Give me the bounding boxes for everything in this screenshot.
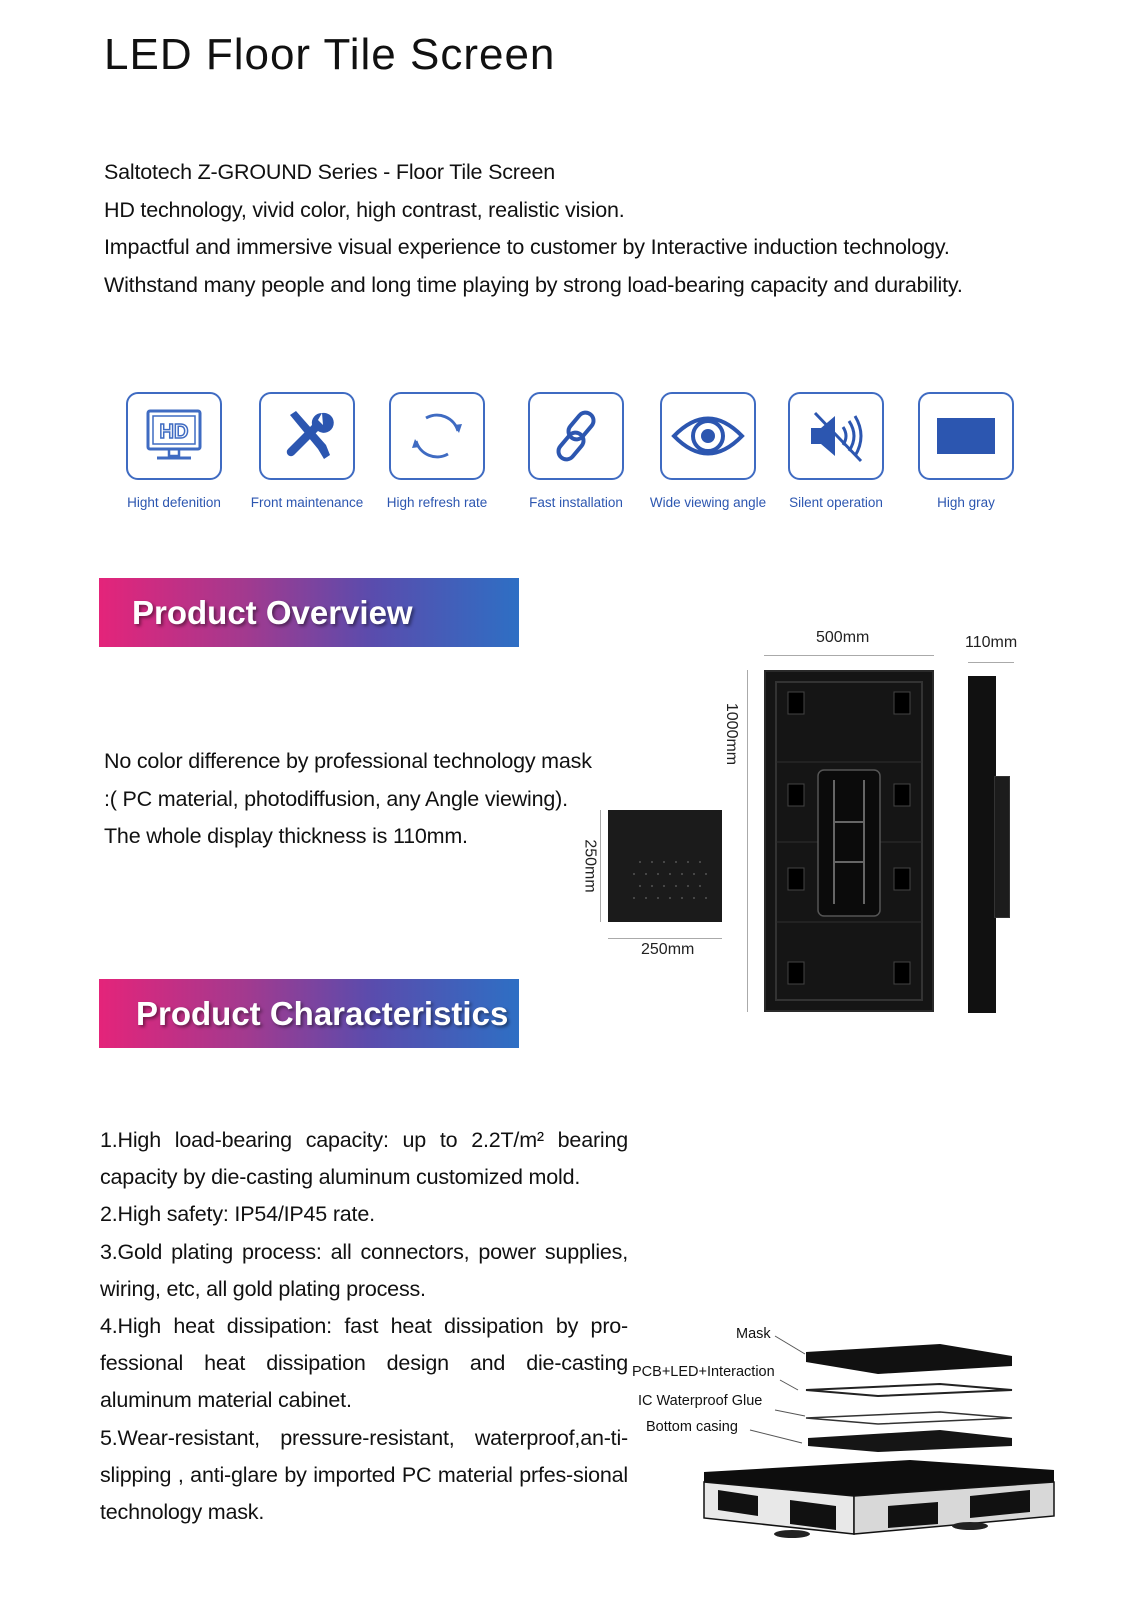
list-item: 1.High load-bearing capacity: up to 2.2T/m² bearing capacity by die-casting aluminum customized mold. <box>100 1128 628 1190</box>
exploded-layers-diagram <box>640 1320 1080 1590</box>
feature-label: Wide viewing angle <box>649 495 767 510</box>
layer-label-bottom: Bottom casing <box>646 1419 738 1435</box>
intro-line: Withstand many people and long time playing by strong load-bearing capacity and durability. <box>104 272 963 297</box>
cabinet-height-line <box>747 670 748 1012</box>
feature-wide-viewing <box>638 392 778 510</box>
intro-line: Saltotech Z-GROUND Series - Floor Tile Screen <box>104 160 555 184</box>
feature-label: Front maintenance <box>250 495 364 510</box>
cabinet-width-line <box>764 655 934 656</box>
feature-label: Silent operation <box>789 495 883 510</box>
eye-icon <box>660 392 756 480</box>
overview-line: :( PC material, photodiffusion, any Angle viewing). <box>104 786 568 811</box>
feature-fast-installation <box>506 392 646 510</box>
feature-front-maintenance <box>237 392 377 510</box>
led-module-image <box>608 810 722 922</box>
gray-block-icon <box>918 392 1014 480</box>
layer-label-glue: IC Waterproof Glue <box>638 1393 763 1409</box>
list-item: 3.Gold plating process: all connectors, power supplies, wiring, etc, all gold plating process. <box>100 1239 628 1301</box>
mute-speaker-icon <box>788 392 884 480</box>
list-item: 2.High safety: IP54/IP45 rate. <box>100 1202 375 1227</box>
feature-silent <box>766 392 906 510</box>
page-title: LED Floor Tile Screen <box>104 30 556 79</box>
intro-line: HD technology, vivid color, high contrast, realistic vision. <box>104 197 625 222</box>
feature-refresh <box>367 392 507 510</box>
product-overview-banner: Product Overview <box>99 578 519 647</box>
product-characteristics-banner: Product Characteristics <box>99 979 519 1048</box>
chain-link-icon <box>528 392 624 480</box>
overview-line: No color difference by professional technology mask <box>104 749 592 773</box>
overview-line: The whole display thickness is 110mm. <box>104 824 468 848</box>
cabinet-width-label: 500mm <box>816 629 870 646</box>
tools-icon <box>259 392 355 480</box>
cabinet-height-label: 1000mm <box>723 702 741 766</box>
module-height-line <box>600 810 601 922</box>
list-item: 5.Wear-resistant, pressure-resistant, waterproof,an-ti-slipping , anti-glare by imported PC material prfes-sional technology mask. <box>100 1425 628 1525</box>
characteristics-list <box>100 1122 628 1531</box>
layer-label-mask: Mask <box>736 1326 771 1342</box>
intro-text <box>104 154 1064 304</box>
overview-text <box>104 743 644 856</box>
cabinet-depth-label: 110mm <box>965 634 1018 651</box>
hd-monitor-icon <box>126 392 222 480</box>
feature-label: Fast installation <box>529 495 623 510</box>
layer-label-pcb: PCB+LED+Interaction <box>632 1364 775 1380</box>
cabinet-depth-line <box>968 662 1014 663</box>
feature-hd <box>104 392 244 510</box>
list-item: 4.High heat dissipation: fast heat dissipation by pro-fessional heat dissipation design and die-casting aluminum material cabinet. <box>100 1314 628 1413</box>
module-width-label: 250mm <box>641 941 695 958</box>
cabinet-side-bracket <box>994 776 1010 918</box>
cabinet-back-image <box>764 670 934 1012</box>
feature-label: High refresh rate <box>386 495 488 510</box>
cabinet-side-image <box>968 676 996 1013</box>
module-height-label: 250mm <box>581 839 599 893</box>
refresh-icon <box>389 392 485 480</box>
hd-icon-text: HD <box>159 421 189 443</box>
feature-label: High gray <box>937 495 995 510</box>
module-width-line <box>608 938 722 939</box>
gray-block-swatch <box>937 418 995 454</box>
feature-label: Hight defenition <box>127 495 221 510</box>
intro-line: Impactful and immersive visual experience to customer by Interactive induction technology. <box>104 235 950 259</box>
feature-high-gray <box>896 392 1036 510</box>
